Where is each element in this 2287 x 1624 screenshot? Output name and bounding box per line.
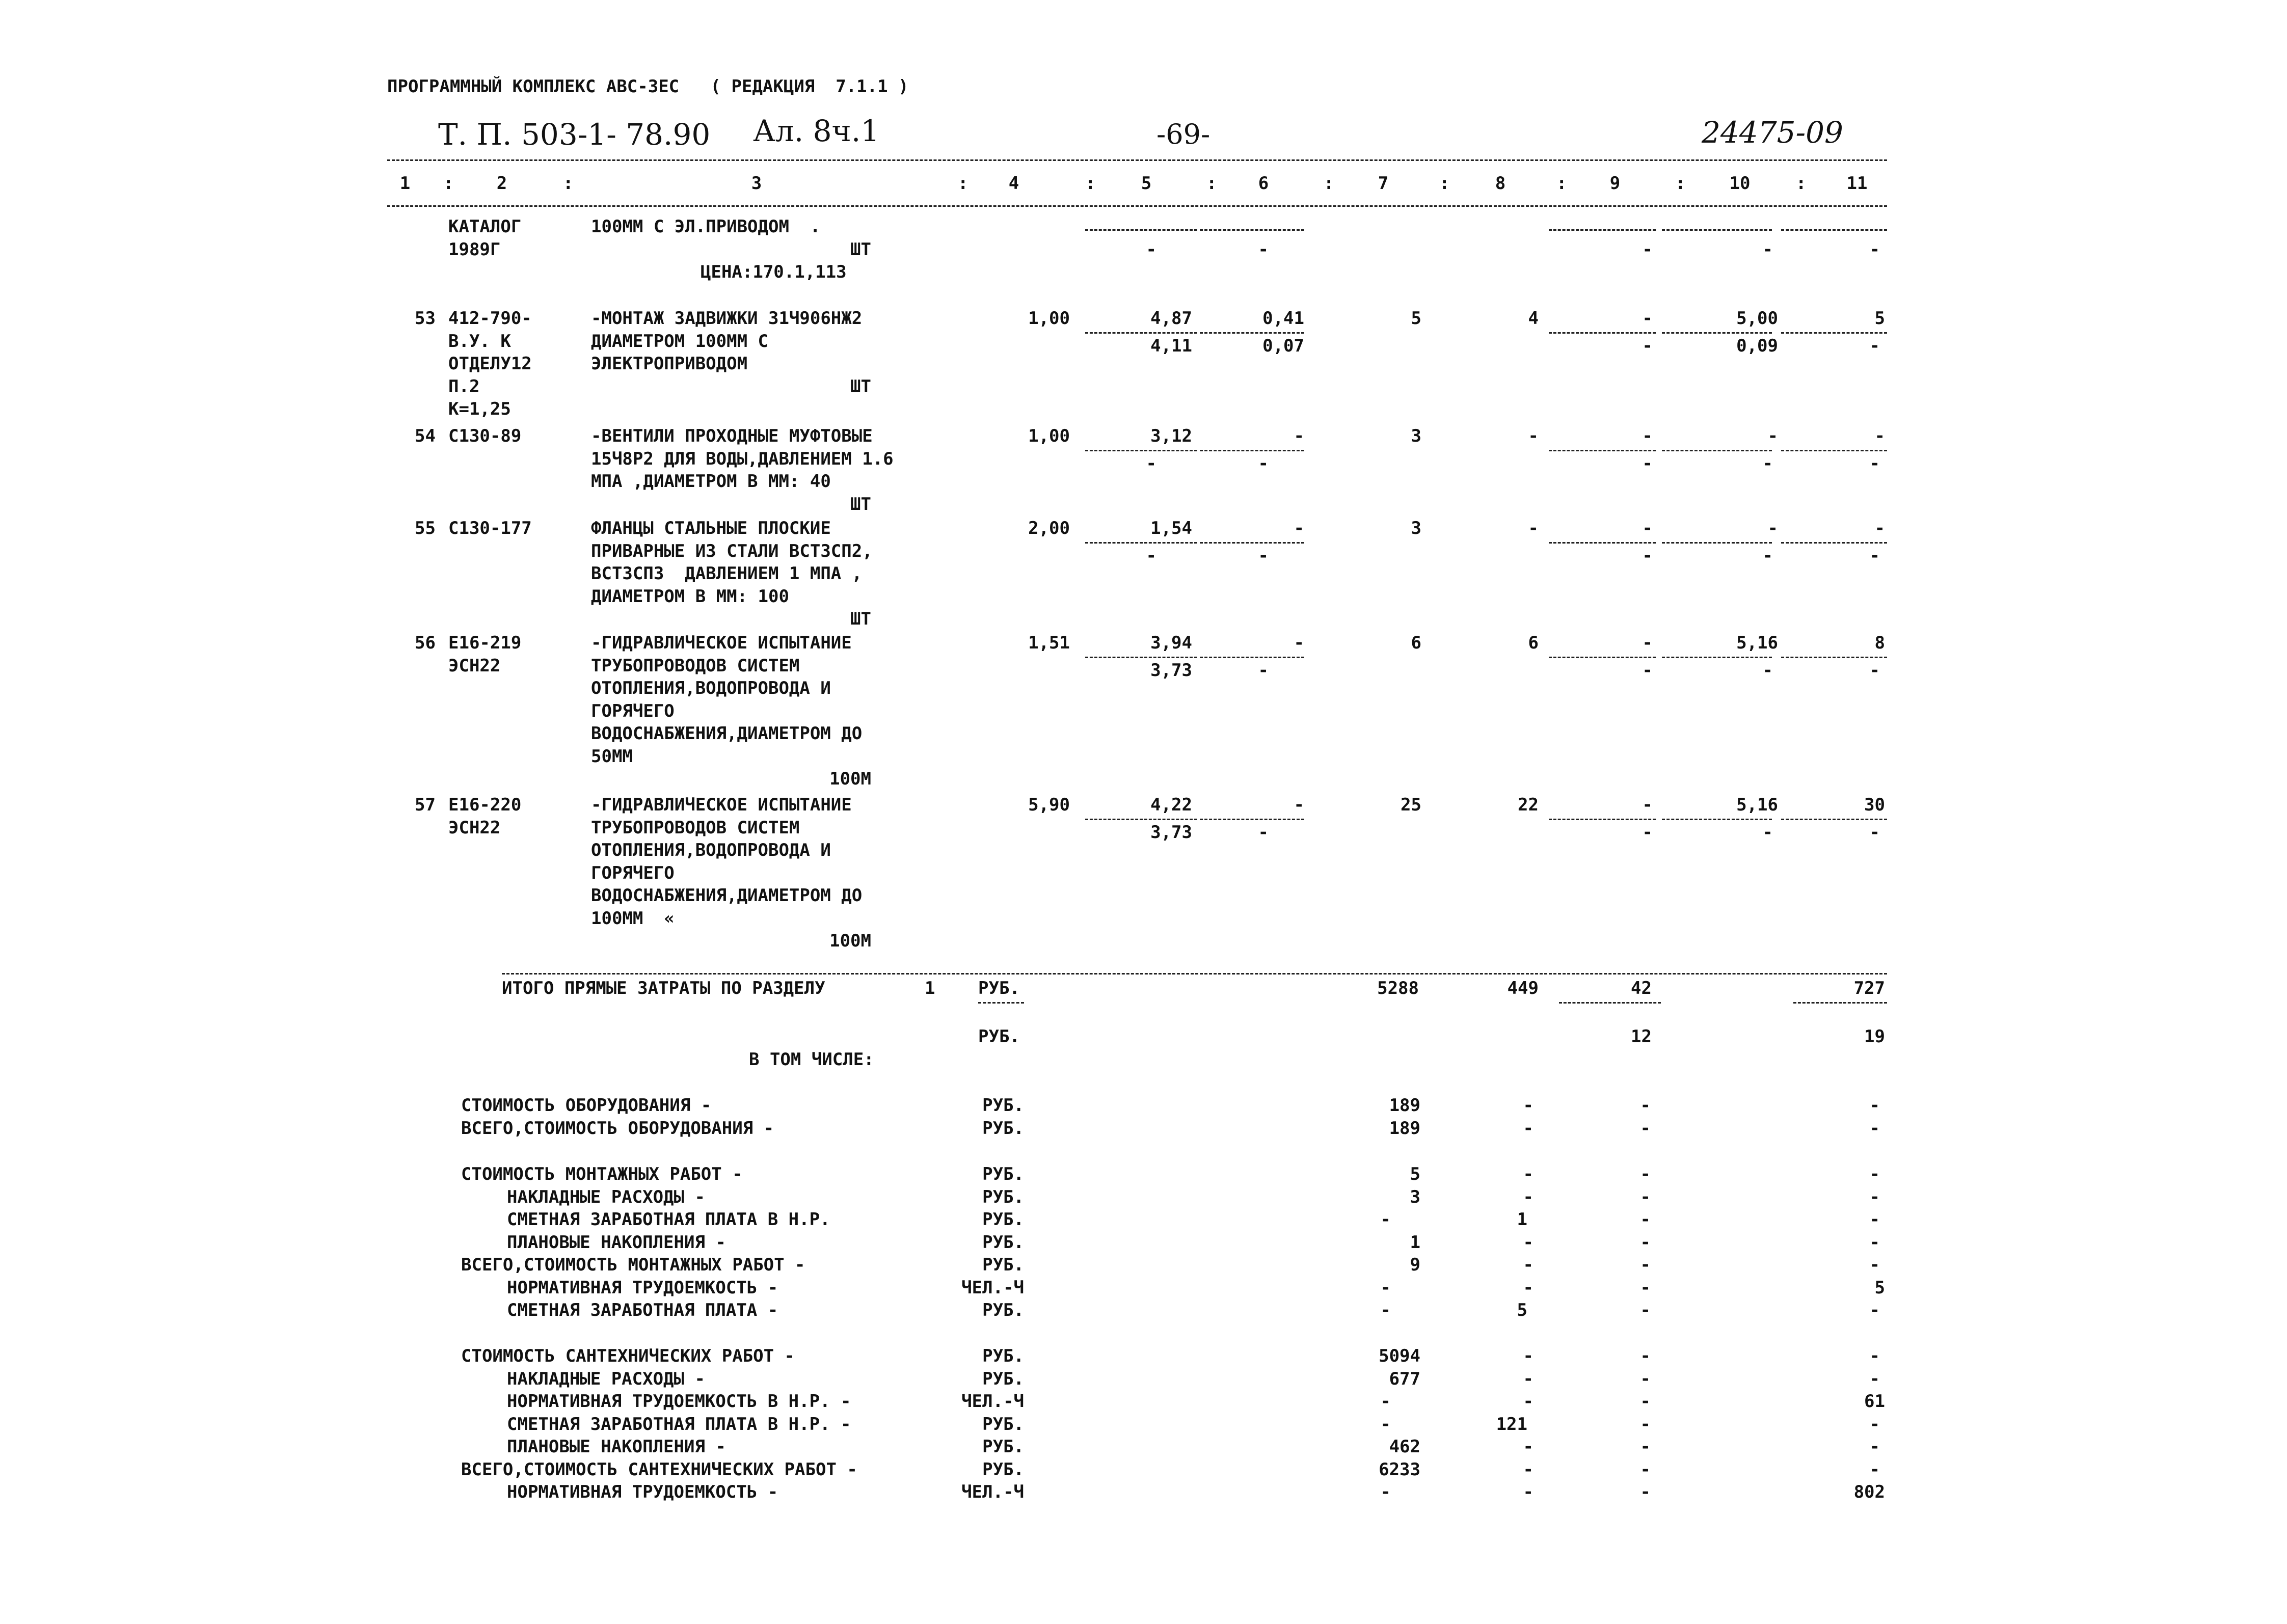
unit-of-measure: ШТ (850, 376, 871, 397)
item-number: 53 (415, 308, 436, 329)
column-separator: : (563, 173, 574, 194)
value-cell: 1 (1410, 1232, 1420, 1253)
column-separator: : (958, 173, 968, 194)
value-cell: - (1258, 453, 1269, 474)
value-cell: 1 (1517, 1209, 1527, 1230)
column-number: 3 (751, 173, 762, 194)
value-rule (1085, 657, 1197, 658)
value-cell: - (1869, 822, 1880, 843)
value-cell: - (1869, 1300, 1880, 1320)
summary-label: ВСЕГО,СТОИМОСТЬ МОНТАЖНЫХ РАБОТ - (461, 1255, 805, 1275)
item-name-line: ПРИВАРНЫЕ ИЗ СТАЛИ ВСТ3СП2, (591, 540, 873, 561)
summary-label: ВСЕГО,СТОИМОСТЬ ОБОРУДОВАНИЯ - (461, 1118, 774, 1139)
item-number: 56 (415, 633, 436, 653)
unit-of-measure: 100М (829, 931, 871, 951)
value-cell: - (1869, 1164, 1880, 1184)
unit-of-measure: ШТ (850, 494, 871, 515)
value-cell: 3,73 (1150, 822, 1192, 843)
quantity-cell: 1,51 (1028, 633, 1070, 653)
norm-code-line: Е16-219 (448, 633, 522, 653)
value-cell: - (1640, 1209, 1651, 1230)
value-cell: - (1642, 518, 1653, 538)
column-separator: : (1556, 173, 1567, 194)
value-cell: - (1640, 1277, 1651, 1298)
value-cell: - (1642, 453, 1653, 474)
value-cell: - (1869, 1255, 1880, 1275)
catalog-line: КАТАЛОГ (448, 216, 522, 237)
unit-of-measure: РУБ. (978, 1026, 1020, 1047)
value-cell: 5094 (1379, 1346, 1420, 1366)
value-cell: - (1523, 1164, 1533, 1184)
norm-code-line: Е16-220 (448, 795, 522, 815)
value-rule (1781, 229, 1887, 231)
column-number: 8 (1495, 173, 1506, 194)
value-cell: 3 (1410, 1186, 1420, 1207)
value-cell: - (1528, 518, 1539, 538)
value-cell: - (1380, 1414, 1391, 1434)
value-cell: - (1528, 426, 1539, 446)
unit-of-measure: РУБ. (982, 1437, 1024, 1457)
column-number: 2 (496, 173, 507, 194)
value-cell: 5 (1874, 1277, 1885, 1298)
column-separator: : (1085, 173, 1096, 194)
quantity-cell: 1,00 (1028, 426, 1070, 446)
value-cell: - (1523, 1186, 1533, 1207)
document-code: 24475-09 (1702, 115, 1843, 150)
value-rule (1200, 819, 1304, 820)
value-cell: - (1869, 1232, 1880, 1253)
value-cell: - (1380, 1482, 1391, 1502)
value-cell: - (1762, 453, 1773, 474)
summary-label: ВСЕГО,СТОИМОСТЬ САНТЕХНИЧЕСКИХ РАБОТ - (461, 1459, 857, 1480)
value-rule (1781, 819, 1887, 820)
item-number: 57 (415, 795, 436, 815)
value-rule (1662, 229, 1772, 231)
value-cell: - (1523, 1346, 1533, 1366)
value-rule (1549, 229, 1656, 231)
value-cell: - (1869, 1437, 1880, 1457)
value-cell: - (1869, 1095, 1880, 1116)
value-cell: - (1640, 1164, 1651, 1184)
unit-of-measure: РУБ. (982, 1300, 1024, 1320)
value-cell: - (1523, 1368, 1533, 1389)
value-cell: - (1294, 795, 1304, 815)
value-cell: 6 (1528, 633, 1539, 653)
value-cell: - (1640, 1391, 1651, 1412)
value-cell: - (1258, 545, 1269, 566)
item-name-line: -МОНТАЖ ЗАДВИЖКИ 31Ч906НЖ2 (591, 308, 863, 329)
value-cell: - (1642, 308, 1653, 329)
value-cell: - (1869, 453, 1880, 474)
value-rule (1549, 332, 1656, 334)
unit-of-measure: РУБ. (982, 1186, 1024, 1207)
item-name-line: МПА ,ДИАМЕТРОМ В ММ: 40 (591, 471, 831, 492)
unit-of-measure: ЧЕЛ.-Ч (961, 1391, 1024, 1412)
unit-of-measure: РУБ. (982, 1368, 1024, 1389)
value-cell: - (1869, 239, 1880, 260)
value-cell: - (1767, 518, 1778, 538)
unit-of-measure: РУБ. (978, 978, 1020, 998)
value-cell: - (1523, 1232, 1533, 1253)
value-cell: 22 (1518, 795, 1539, 815)
value-cell: - (1642, 335, 1653, 356)
value-cell: 25 (1401, 795, 1421, 815)
page-number: -69- (1156, 118, 1210, 150)
value-cell: 3,12 (1150, 426, 1192, 446)
value-cell: - (1642, 633, 1653, 653)
norm-code-line: К=1,25 (448, 399, 511, 419)
value-cell: - (1640, 1232, 1651, 1253)
value-rule (1662, 819, 1772, 820)
item-number: 55 (415, 518, 436, 538)
quantity-cell: 2,00 (1028, 518, 1070, 538)
value-cell: 5288 (1377, 978, 1419, 998)
value-cell: - (1380, 1391, 1391, 1412)
value-cell: 3 (1411, 426, 1421, 446)
column-number: 9 (1609, 173, 1621, 194)
value-cell: 42 (1631, 978, 1652, 998)
catalog-line: 1989Г (448, 239, 501, 260)
value-cell: - (1523, 1391, 1533, 1412)
value-cell: 12 (1631, 1026, 1652, 1047)
value-cell: 727 (1853, 978, 1885, 998)
value-cell: 5,16 (1736, 795, 1778, 815)
value-cell: 6 (1411, 633, 1421, 653)
value-cell: 121 (1496, 1414, 1527, 1434)
header-rule-bottom (387, 205, 1887, 207)
item-name-line: ГОРЯЧЕГО (591, 700, 675, 721)
value-cell: - (1869, 1368, 1880, 1389)
item-name-line: ОТОПЛЕНИЯ,ВОДОПРОВОДА И (591, 840, 831, 860)
unit-of-measure: РУБ. (982, 1118, 1024, 1139)
value-cell: 61 (1864, 1391, 1885, 1412)
unit-of-measure: РУБ. (982, 1255, 1024, 1275)
value-cell: - (1146, 545, 1156, 566)
unit-of-measure: РУБ. (982, 1209, 1024, 1230)
quantity-cell: 5,90 (1028, 795, 1070, 815)
value-cell: 5 (1517, 1300, 1527, 1320)
value-rule (1200, 229, 1304, 231)
value-cell: 0,09 (1736, 335, 1778, 356)
summary-label: СМЕТНАЯ ЗАРАБОТНАЯ ПЛАТА - (507, 1300, 778, 1320)
unit-of-measure: РУБ. (982, 1414, 1024, 1434)
header-rule-top (387, 159, 1887, 161)
value-cell: 5 (1874, 308, 1885, 329)
value-cell: - (1869, 660, 1880, 681)
value-cell: 462 (1389, 1437, 1420, 1457)
item-name-line: ВОДОСНАБЖЕНИЯ,ДИАМЕТРОМ ДО (591, 885, 863, 906)
value-cell: - (1642, 239, 1653, 260)
value-rule (1085, 229, 1197, 231)
value-rule (1781, 332, 1887, 334)
value-cell: - (1294, 633, 1304, 653)
column-separator: : (1796, 173, 1807, 194)
unit-of-measure: РУБ. (982, 1164, 1024, 1184)
summary-label: НОРМАТИВНАЯ ТРУДОЕМКОСТЬ - (507, 1482, 778, 1502)
value-cell: - (1640, 1095, 1651, 1116)
value-rule (1781, 542, 1887, 544)
value-cell: - (1642, 795, 1653, 815)
value-cell: - (1640, 1300, 1651, 1320)
summary-label: НОРМАТИВНАЯ ТРУДОЕМКОСТЬ - (507, 1277, 778, 1298)
value-cell: - (1523, 1459, 1533, 1480)
value-cell: - (1767, 426, 1778, 446)
value-cell: - (1869, 1186, 1880, 1207)
value-rule (1085, 542, 1197, 544)
item-name-line: ДИАМЕТРОМ 100ММ С (591, 331, 768, 351)
value-cell: - (1640, 1118, 1651, 1139)
value-cell: 677 (1389, 1368, 1420, 1389)
column-separator: : (1675, 173, 1686, 194)
album-number: Ал. 8ч.1 (753, 114, 880, 148)
value-cell: 4,87 (1150, 308, 1192, 329)
summary-label: НОРМАТИВНАЯ ТРУДОЕМКОСТЬ В Н.Р. - (507, 1391, 851, 1412)
value-cell: - (1874, 518, 1885, 538)
value-cell: - (1762, 822, 1773, 843)
value-cell: 5 (1410, 1164, 1420, 1184)
value-cell: - (1294, 518, 1304, 538)
value-rule (1200, 450, 1304, 451)
value-cell: - (1294, 426, 1304, 446)
item-name-line: 100ММ С ЭЛ.ПРИВОДОМ . (591, 216, 821, 237)
value-cell: - (1380, 1277, 1391, 1298)
summary-label: НАКЛАДНЫЕ РАСХОДЫ - (507, 1186, 705, 1207)
value-cell: - (1869, 1346, 1880, 1366)
column-number: 7 (1378, 173, 1389, 194)
unit-of-measure: РУБ. (982, 1346, 1024, 1366)
value-rule (1662, 450, 1772, 451)
item-name-line: -ГИДРАВЛИЧЕСКОЕ ИСПЫТАНИЕ (591, 795, 852, 815)
value-cell: - (1523, 1095, 1533, 1116)
norm-code-line: С130-177 (448, 518, 532, 538)
value-cell: 3 (1411, 518, 1421, 538)
value-cell: - (1762, 545, 1773, 566)
item-name-line: 100ММ « (591, 908, 675, 929)
value-cell: - (1258, 660, 1269, 681)
item-name-line: 15Ч8Р2 ДЛЯ ВОДЫ,ДАВЛЕНИЕМ 1.6 (591, 448, 894, 469)
column-number: 1 (399, 173, 411, 194)
summary-label: СМЕТНАЯ ЗАРАБОТНАЯ ПЛАТА В Н.Р. (507, 1209, 830, 1230)
summary-label: СТОИМОСТЬ ОБОРУДОВАНИЯ - (461, 1095, 712, 1116)
item-name-line: ВОДОСНАБЖЕНИЯ,ДИАМЕТРОМ ДО (591, 723, 863, 744)
unit-of-measure: РУБ. (982, 1095, 1024, 1116)
value-rule (1085, 450, 1197, 451)
total-rule (502, 973, 1887, 975)
value-cell: - (1642, 660, 1653, 681)
item-name-line: -ГИДРАВЛИЧЕСКОЕ ИСПЫТАНИЕ (591, 633, 852, 653)
value-rule (1793, 1002, 1887, 1004)
summary-label: СТОИМОСТЬ МОНТАЖНЫХ РАБОТ - (461, 1164, 743, 1184)
value-cell: 5,00 (1736, 308, 1778, 329)
value-rule (1200, 657, 1304, 658)
total-section-number: 1 (925, 978, 935, 998)
value-rule (1662, 657, 1772, 658)
value-cell: 30 (1864, 795, 1885, 815)
norm-code-line: В.У. К (448, 331, 511, 351)
unit-of-measure: ШТ (850, 239, 871, 260)
value-cell: 3,94 (1150, 633, 1192, 653)
norm-code-line: ЭСН22 (448, 655, 501, 676)
value-cell: - (1874, 426, 1885, 446)
value-rule (1662, 542, 1772, 544)
value-cell: - (1642, 545, 1653, 566)
price-label: ЦЕНА:170.1,113 (701, 262, 847, 282)
value-rule (1549, 819, 1656, 820)
value-cell: - (1640, 1414, 1651, 1434)
summary-label: НАКЛАДНЫЕ РАСХОДЫ - (507, 1368, 705, 1389)
program-header: ПРОГРАММНЫЙ КОМПЛЕКС АВС-3ЕС ( РЕДАКЦИЯ 7.1.1 ) (387, 76, 909, 97)
value-cell: - (1869, 545, 1880, 566)
value-rule (1200, 542, 1304, 544)
value-rule (1662, 332, 1772, 334)
value-cell: - (1640, 1482, 1651, 1502)
value-cell: 9 (1410, 1255, 1420, 1275)
summary-label: СМЕТНАЯ ЗАРАБОТНАЯ ПЛАТА В Н.Р. - (507, 1414, 851, 1434)
norm-code-line: ОТДЕЛУ12 (448, 354, 532, 374)
column-separator: : (443, 173, 454, 194)
total-label: ИТОГО ПРЯМЫЕ ЗАТРАТЫ ПО РАЗДЕЛУ (502, 978, 825, 998)
value-cell: 3,73 (1150, 660, 1192, 681)
item-number: 54 (415, 426, 436, 446)
unit-of-measure: ЧЕЛ.-Ч (961, 1482, 1024, 1502)
value-cell: 0,41 (1262, 308, 1304, 329)
value-cell: - (1258, 239, 1269, 260)
value-cell: - (1523, 1255, 1533, 1275)
item-name-line: -ВЕНТИЛИ ПРОХОДНЫЕ МУФТОВЫЕ (591, 426, 873, 446)
value-cell: 19 (1864, 1026, 1885, 1047)
column-number: 5 (1141, 173, 1152, 194)
value-cell: 5 (1411, 308, 1421, 329)
value-cell: 4,22 (1150, 795, 1192, 815)
project-number: Т. П. 503-1- 78.90 (438, 117, 711, 152)
value-cell: - (1869, 1459, 1880, 1480)
value-cell: - (1640, 1186, 1651, 1207)
value-cell: - (1523, 1437, 1533, 1457)
value-cell: - (1642, 426, 1653, 446)
value-cell: - (1640, 1346, 1651, 1366)
value-rule (1781, 450, 1887, 451)
unit-of-measure: 100М (829, 769, 871, 789)
unit-of-measure: РУБ. (982, 1459, 1024, 1480)
value-cell: - (1640, 1459, 1651, 1480)
item-name-line: ТРУБОПРОВОДОВ СИСТЕМ (591, 817, 800, 838)
value-cell: 8 (1874, 633, 1885, 653)
value-cell: - (1146, 239, 1156, 260)
value-cell: 0,07 (1262, 335, 1304, 356)
value-cell: - (1869, 1209, 1880, 1230)
unit-of-measure: ЧЕЛ.-Ч (961, 1277, 1024, 1298)
value-cell: 4 (1528, 308, 1539, 329)
summary-label: ПЛАНОВЫЕ НАКОПЛЕНИЯ - (507, 1232, 726, 1253)
column-separator: : (1439, 173, 1450, 194)
value-cell: 1,54 (1150, 518, 1192, 538)
value-rule (1549, 450, 1656, 451)
value-cell: 189 (1389, 1118, 1420, 1139)
item-name-line: ТРУБОПРОВОДОВ СИСТЕМ (591, 655, 800, 676)
value-cell: - (1869, 1414, 1880, 1434)
value-cell: - (1640, 1368, 1651, 1389)
value-rule (1549, 657, 1656, 658)
value-cell: 802 (1853, 1482, 1885, 1502)
value-cell: - (1869, 1118, 1880, 1139)
column-number: 11 (1846, 173, 1868, 194)
value-cell: - (1258, 822, 1269, 843)
value-cell: - (1640, 1437, 1651, 1457)
value-cell: 6233 (1379, 1459, 1420, 1480)
column-separator: : (1206, 173, 1217, 194)
column-number: 6 (1258, 173, 1269, 194)
item-name-line: ВСТ3СП3 ДАВЛЕНИЕМ 1 МПА , (591, 563, 863, 584)
value-cell: 5,16 (1736, 633, 1778, 653)
item-name-line: ФЛАНЦЫ СТАЛЬНЫЕ ПЛОСКИЕ (591, 518, 831, 538)
summary-label: СТОИМОСТЬ САНТЕХНИЧЕСКИХ РАБОТ - (461, 1346, 795, 1366)
quantity-cell: 1,00 (1028, 308, 1070, 329)
value-cell: - (1869, 335, 1880, 356)
value-cell: - (1762, 660, 1773, 681)
section-subtitle: В ТОМ ЧИСЛЕ: (749, 1049, 874, 1070)
norm-code-line: 412-790- (448, 308, 532, 329)
value-cell: - (1380, 1300, 1391, 1320)
value-cell: - (1642, 822, 1653, 843)
value-cell: - (1523, 1118, 1533, 1139)
item-name-line: ГОРЯЧЕГО (591, 862, 675, 883)
value-cell: - (1523, 1482, 1533, 1502)
item-name-line: ДИАМЕТРОМ В ММ: 100 (591, 586, 789, 607)
value-rule (978, 1002, 1024, 1004)
value-cell: - (1523, 1277, 1533, 1298)
value-rule (1559, 1002, 1661, 1004)
value-rule (1200, 332, 1304, 334)
value-rule (1085, 819, 1197, 820)
item-name-line: ОТОПЛЕНИЯ,ВОДОПРОВОДА И (591, 678, 831, 698)
summary-label: ПЛАНОВЫЕ НАКОПЛЕНИЯ - (507, 1437, 726, 1457)
unit-of-measure: ШТ (850, 609, 871, 629)
column-number: 10 (1729, 173, 1751, 194)
value-cell: - (1146, 453, 1156, 474)
column-number: 4 (1008, 173, 1019, 194)
value-cell: 189 (1389, 1095, 1420, 1116)
norm-code-line: П.2 (448, 376, 480, 397)
norm-code-line: ЭСН22 (448, 817, 501, 838)
value-rule (1781, 657, 1887, 658)
item-name-line: 50ММ (591, 746, 633, 767)
value-cell: 4,11 (1150, 335, 1192, 356)
unit-of-measure: РУБ. (982, 1232, 1024, 1253)
norm-code-line: С130-89 (448, 426, 522, 446)
column-separator: : (1324, 173, 1334, 194)
item-name-line: ЭЛЕКТРОПРИВОДОМ (591, 354, 748, 374)
value-cell: - (1762, 239, 1773, 260)
value-rule (1085, 332, 1197, 334)
value-rule (1549, 542, 1656, 544)
value-cell: - (1380, 1209, 1391, 1230)
value-cell: 449 (1507, 978, 1539, 998)
value-cell: - (1640, 1255, 1651, 1275)
